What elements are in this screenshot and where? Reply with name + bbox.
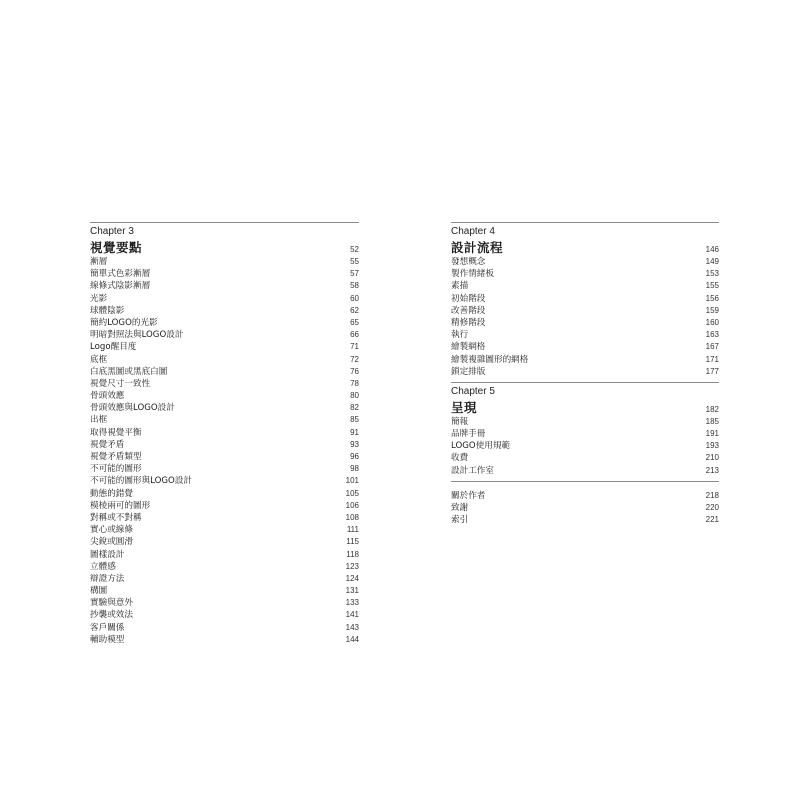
toc-entry-title: 關於作者 [451,490,486,501]
chapter-title: 設計流程 [451,240,504,255]
toc-entry-page: 218 [705,490,719,500]
toc-entry [90,512,359,524]
toc-entry [90,329,359,341]
toc-entry [90,268,359,280]
toc-entry-page: 66 [350,330,359,340]
toc-entry-page: 96 [350,452,359,461]
toc-entry [451,256,719,268]
toc-entry [451,293,719,305]
toc-entry-title: 執行 [451,330,469,341]
toc-entry-page: 213 [705,465,719,475]
chapter-4-section [451,222,719,382]
toc-entry [90,280,359,292]
toc-entry-title: 客戶關係 [90,622,125,633]
toc-entry-page: 221 [705,515,719,525]
toc-entry-title: 光影 [90,293,108,304]
toc-entry-title: 發想概念 [451,257,486,267]
toc-entry-page: 85 [350,415,359,425]
chapter-page: 182 [705,404,719,414]
toc-entry-page: 171 [705,354,719,364]
toc-entry-title: 精修階段 [451,317,486,328]
toc-entry-page: 80 [350,391,359,401]
toc-entry-page: 78 [350,378,359,388]
toc-entry-title: 立體感 [90,561,116,572]
toc-entry-page: 105 [345,488,359,498]
toc-entry-page: 156 [705,293,719,303]
toc-entry-page: 115 [346,537,359,547]
toc-entry [90,305,359,317]
toc-entry-title: 骨頭效應與LOGO設計 [90,403,175,414]
toc-entry [451,366,719,378]
toc-entry [90,354,359,366]
right-column [451,222,719,530]
toc-entry-page: 177 [705,366,719,376]
toc-entry-title: 辯證方法 [90,573,125,584]
toc-entry [90,317,359,329]
toc-entry [451,329,719,341]
toc-entry-title: 尖銳或圓滑 [90,537,133,548]
appendix-divider [451,481,719,482]
toc-entry-title: 繪製複雜圖形的網格 [451,354,529,365]
chapter-label: Chapter 5 [451,385,495,397]
toc-entry-page: 131 [345,586,359,596]
toc-entry-title: Logo醒目度 [90,342,137,353]
toc-entry-title: 明暗對照法與LOGO設計 [90,330,184,341]
toc-entry-page: 65 [350,317,359,327]
chapter-title: 視覺要點 [90,240,143,255]
toc-entry-page: 101 [345,476,359,486]
toc-entry-title: 鎖定排版 [451,366,486,377]
toc-entry-title: 球體陰影 [90,305,125,316]
chapter-page: 146 [705,245,719,254]
toc-entry-page: 76 [350,366,359,376]
toc-entry-page: 185 [705,416,719,426]
toc-entry-title: 輔助模型 [90,634,125,645]
left-column [90,222,359,650]
toc-entry [90,256,359,268]
toc-entry-title: 收費 [451,453,469,464]
appendix-section [451,481,719,531]
toc-entry [90,609,359,621]
toc-entry [90,366,359,378]
toc-entry-page: 133 [345,598,359,608]
toc-entry-page: 55 [350,257,359,266]
chapter-divider [451,222,719,223]
toc-list [451,486,719,527]
toc-entry [90,451,359,463]
toc-entry-title: 不可能的圖形與LOGO設計 [90,476,193,487]
toc-entry [90,475,359,487]
toc-entry-page: 143 [345,622,359,632]
toc-entry-title: 不可能的圖形 [90,464,142,475]
toc-entry-page: 124 [345,573,359,583]
toc-entry-title: 品牌手冊 [451,429,486,440]
toc-entry-page: 144 [345,634,359,644]
toc-entry-title: 抄襲或效法 [90,610,133,621]
toc-entry-title: 初始階段 [451,293,486,304]
toc-entry-title: 線條式陰影漸層 [90,281,151,292]
toc-entry-title: 圖樣設計 [90,549,125,560]
toc-entry [90,597,359,609]
toc-entry-title: 索引 [451,515,469,526]
toc-entry [90,524,359,536]
toc-entry [451,341,719,353]
toc-entry [90,561,359,573]
toc-entry [451,452,719,464]
toc-entry [451,317,719,329]
toc-entry-page: 58 [350,281,359,291]
toc-entry-title: 設計工作室 [451,465,494,476]
toc-entry [451,280,719,292]
toc-entry [90,549,359,561]
toc-entry-title: 簡單式色彩漸層 [90,269,151,280]
toc-entry [90,488,359,500]
toc-entry-title: 致謝 [451,503,469,513]
toc-entry [90,622,359,634]
toc-entry [90,390,359,402]
toc-entry [90,414,359,426]
toc-entry-title: 視覺矛盾類型 [90,452,142,462]
toc-entry-title: 底框 [90,354,108,365]
toc-entry-title: 視覺矛盾 [90,439,125,450]
toc-entry [451,502,719,514]
toc-entry-page: 191 [705,429,719,439]
toc-entry [90,341,359,353]
toc-entry [90,573,359,585]
toc-entry-page: 155 [705,281,719,291]
toc-entry [451,305,719,317]
chapter-label: Chapter 4 [451,226,495,237]
toc-entry-page: 220 [705,503,719,512]
toc-entry-page: 62 [350,305,359,315]
toc-entry [90,634,359,646]
toc-entry [90,293,359,305]
toc-entry-page: 141 [345,610,359,620]
toc-entry-page: 163 [705,330,719,340]
toc-entry-title: 動態的錯覺 [90,488,133,499]
toc-entry-title: 模棱兩可的圖形 [90,500,151,511]
toc-entry-title: 白底黑圖或黑底白圖 [90,366,168,377]
toc-entry-page: 98 [350,464,359,474]
toc-entry-page: 106 [345,500,359,510]
chapter-heading [451,238,719,254]
toc-entry [451,465,719,477]
toc-entry-page: 159 [705,305,719,315]
toc-entry [90,378,359,390]
toc-entry [451,440,719,452]
toc-entry-page: 91 [350,427,359,437]
toc-entry-title: 骨頭效應 [90,391,125,402]
toc-entry [451,490,719,502]
toc-entry [90,536,359,548]
toc-entry [90,585,359,597]
toc-entry-title: 簡約LOGO的光影 [90,317,158,328]
chapter-label: Chapter 3 [90,226,134,237]
chapter-heading [451,398,719,414]
toc-entry-page: 60 [350,293,359,303]
toc-entry-title: 視覺尺寸一致性 [90,378,151,389]
toc-entry-title: 漸層 [90,257,108,267]
toc-entry-page: 72 [350,354,359,364]
toc-entry-title: 對稱或不對稱 [90,512,142,523]
chapter-3-section [90,222,359,650]
toc-entry-page: 193 [705,441,719,451]
toc-entry-title: LOGO使用規範 [451,441,511,452]
toc-entry-page: 108 [345,512,359,522]
toc-entry-page: 153 [705,269,719,279]
toc-entry [90,427,359,439]
toc-entry-page: 111 [346,525,359,535]
toc-entry-title: 改善階段 [451,305,486,316]
toc-entry [451,428,719,440]
toc-entry-page: 57 [350,269,359,279]
toc-entry [451,268,719,280]
toc-list [451,256,719,378]
toc-entry-page: 118 [346,549,359,559]
toc-entry [90,439,359,451]
chapter-divider [451,382,719,383]
toc-entry [451,416,719,428]
chapter-title: 呈現 [451,399,478,415]
toc-entry [451,354,719,366]
toc-entry-page: 210 [705,453,719,463]
chapter-divider [90,222,359,223]
toc-entry [90,402,359,414]
toc-entry [90,500,359,512]
toc-entry-title: 實驗與意外 [90,598,133,609]
toc-entry-title: 構圖 [90,586,108,597]
toc-list [90,256,359,646]
toc-entry-title: 取得視覺平衡 [90,427,142,438]
toc-list [451,416,719,477]
toc-entry-page: 167 [705,342,719,352]
chapter-heading [90,238,359,254]
toc-entry-page: 93 [350,439,359,449]
chapter-5-section [451,382,719,481]
toc-entry-page: 160 [705,317,719,327]
toc-entry-page: 123 [345,561,359,571]
toc-entry [90,463,359,475]
toc-entry-title: 簡報 [451,416,469,427]
toc-entry [451,514,719,526]
toc-entry-page: 149 [705,257,719,266]
toc-entry-title: 素描 [451,281,469,292]
toc-entry-page: 71 [350,342,359,352]
toc-entry-title: 出框 [90,415,108,426]
toc-entry-title: 繪製網格 [451,342,486,353]
chapter-page: 52 [350,245,359,254]
toc-entry-title: 製作情緒板 [451,269,494,280]
toc-entry-title: 實心或線條 [90,525,133,536]
toc-entry-page: 82 [350,403,359,413]
